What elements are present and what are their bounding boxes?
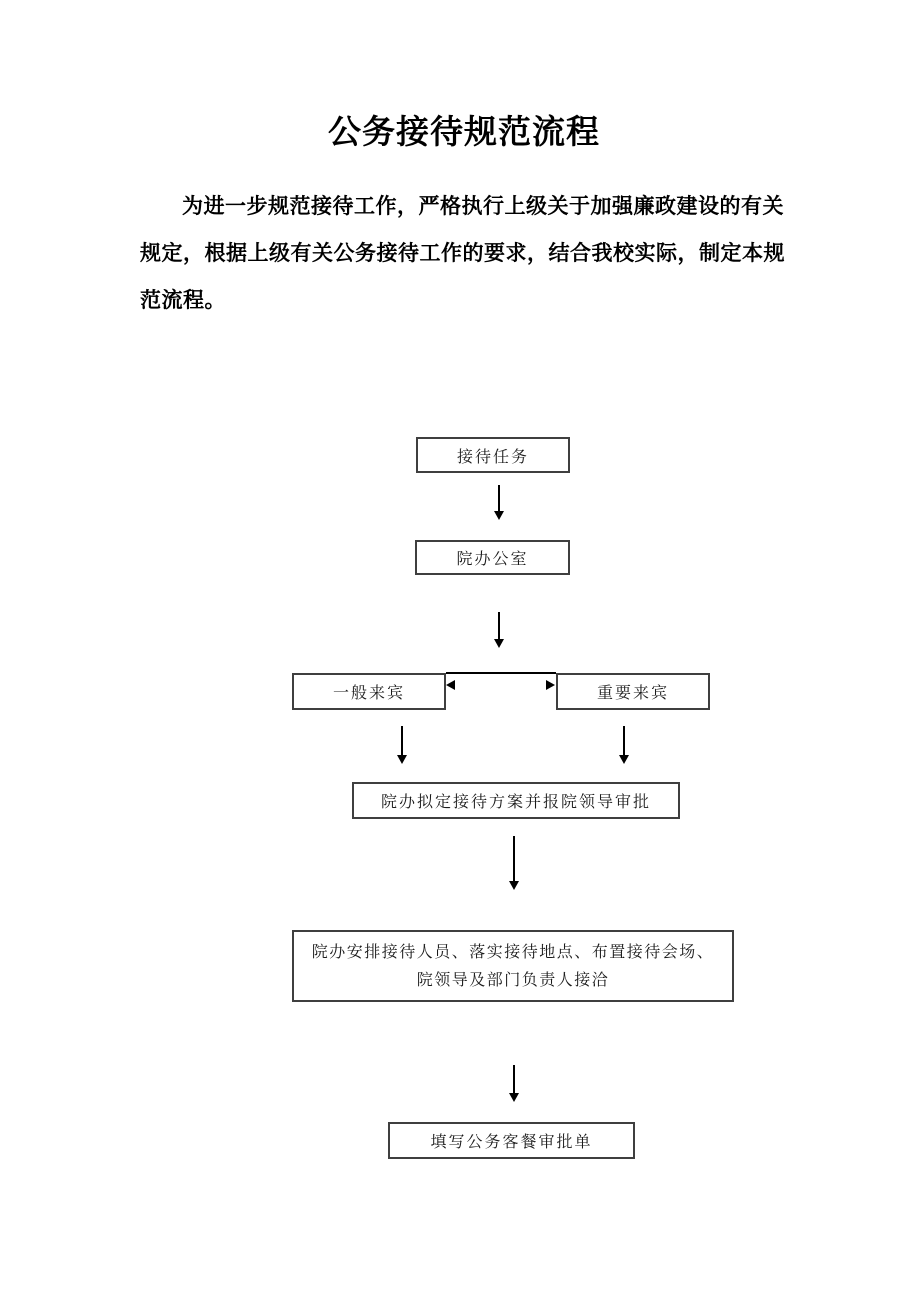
flow-node-meal-approval-form-label: 填写公务客餐审批单 bbox=[430, 1134, 593, 1151]
intro-paragraph-line-1: 为进一步规范接待工作，严格执行上级关于加强廉政建设的有关 bbox=[182, 195, 784, 218]
flow-node-arrangement bbox=[292, 930, 734, 1002]
down-arrowhead-icon bbox=[509, 1093, 519, 1102]
flow-node-reception-task-label: 接待任务 bbox=[456, 448, 529, 466]
right-arrowhead-icon bbox=[546, 680, 555, 690]
arrow-shaft bbox=[401, 726, 403, 755]
intro-paragraph-line-2: 规定，根据上级有关公务接待工作的要求，结合我校实际，制定本规 bbox=[140, 242, 785, 265]
down-arrowhead-icon bbox=[494, 511, 504, 520]
down-arrow-arrangement-to-form bbox=[509, 1065, 519, 1102]
down-arrow-task-to-office bbox=[494, 485, 504, 520]
arrow-shaft bbox=[513, 1065, 515, 1093]
flow-node-plan-approval bbox=[352, 782, 680, 819]
down-arrowhead-icon bbox=[397, 755, 407, 764]
down-arrow-plan-to-arrangement bbox=[509, 836, 519, 890]
flow-node-important-guests bbox=[556, 673, 710, 710]
down-arrow-office-to-branch bbox=[494, 612, 504, 648]
intro-paragraph-line-3: 范流程。 bbox=[140, 289, 226, 312]
flow-node-plan-approval-label: 院办拟定接待方案并报院领导审批 bbox=[380, 794, 651, 811]
flow-node-meal-approval-form bbox=[388, 1122, 635, 1159]
down-arrowhead-icon bbox=[509, 881, 519, 890]
down-arrowhead-icon bbox=[494, 639, 504, 648]
page-title: 公务接待规范流程 bbox=[328, 113, 600, 150]
arrow-shaft bbox=[498, 612, 500, 639]
down-arrowhead-icon bbox=[619, 755, 629, 764]
flow-node-general-guests-label: 一般来宾 bbox=[332, 685, 405, 702]
arrow-shaft bbox=[513, 836, 515, 881]
flow-node-important-guests-label: 重要来宾 bbox=[596, 685, 669, 702]
arrow-shaft bbox=[623, 726, 625, 755]
down-arrow-general-to-plan bbox=[397, 726, 407, 764]
arrow-shaft bbox=[498, 485, 500, 511]
branch-connector-line bbox=[446, 672, 556, 674]
flow-node-general-guests bbox=[292, 673, 446, 710]
flow-node-arrangement-line-2: 院领导及部门负责人接洽 bbox=[416, 972, 610, 989]
flow-node-reception-task bbox=[416, 437, 570, 473]
left-arrowhead-icon bbox=[446, 680, 455, 690]
flow-node-institute-office-label: 院办公室 bbox=[456, 551, 529, 568]
down-arrow-important-to-plan bbox=[619, 726, 629, 764]
flow-node-institute-office bbox=[415, 540, 570, 575]
flow-node-arrangement-line-1: 院办安排接待人员、落实接待地点、布置接待会场、 bbox=[311, 944, 715, 961]
intro-paragraph bbox=[140, 183, 800, 324]
